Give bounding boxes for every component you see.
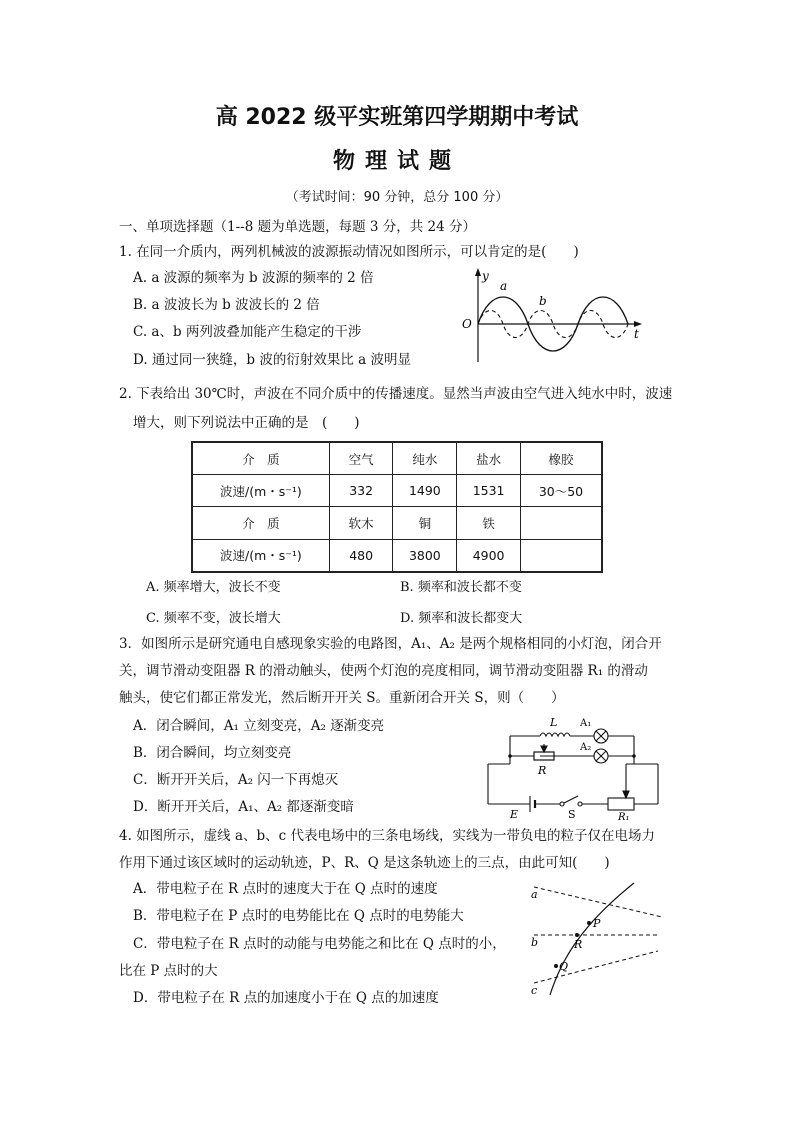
- q1-fig-y: y: [482, 269, 489, 283]
- q2-stem-line1: 2. 下表给出 30℃时，声波在不同介质中的传播速度。显然当声波由空气进入纯水中时，波速: [119, 386, 673, 402]
- table-cell: 波速/(m・s⁻¹): [192, 475, 329, 507]
- q2-option-b: B. 频率和波长都不变: [400, 580, 522, 595]
- table-cell: 空气: [329, 442, 393, 475]
- q3-fig-R1: R₁: [618, 812, 630, 822]
- q4-fig-R: R: [574, 938, 583, 951]
- q1-fig-b: b: [539, 294, 547, 308]
- table-cell: 纯水: [393, 442, 457, 475]
- table-row: [192, 507, 602, 539]
- q1-wave-figure: [460, 266, 650, 364]
- table-cell: 铁: [457, 507, 521, 539]
- table-cell: 介 质: [192, 507, 329, 539]
- q1-fig-t: t: [634, 327, 639, 341]
- q3-option-d: D．断开开关后，A₁、A₂ 都逐渐变暗: [133, 799, 354, 815]
- q4-fig-a: a: [531, 888, 538, 901]
- q3-fig-R: R: [538, 764, 547, 777]
- table-cell: 1531: [457, 475, 521, 507]
- q3-option-a: A．闭合瞬间，A₁ 立刻变亮，A₂ 逐渐变亮: [133, 718, 385, 734]
- table-cell: 1490: [393, 475, 457, 507]
- table-cell: 4900: [457, 539, 521, 572]
- exam-info: （考试时间：90 分钟，总分 100 分）: [285, 190, 509, 205]
- q3-circuit-figure: [482, 712, 666, 822]
- q4-stem-line1: 4. 如图所示，虚线 a、b、c 代表电场中的三条电场线，实线为一带负电的粒子仅在电场力: [119, 828, 656, 844]
- table-cell: 铜: [393, 507, 457, 539]
- section-heading: 一、单项选择题（1--8 题为单选题，每题 3 分，共 24 分）: [119, 219, 477, 235]
- q4-fig-b: b: [531, 936, 539, 949]
- table-cell: 软木: [329, 507, 393, 539]
- q3-option-b: B．闭合瞬间，均立刻变亮: [133, 745, 292, 761]
- table-cell: [520, 539, 602, 572]
- table-cell: 480: [329, 539, 393, 572]
- q4-fig-c: c: [531, 984, 538, 997]
- q3-stem-line1: 3．如图所示是研究通电自感现象实验的电路图，A₁、A₂ 是两个规格相同的小灯泡，闭合开: [119, 636, 662, 652]
- q4-option-a: A．带电粒子在 R 点时的速度大于在 Q 点时的速度: [133, 881, 438, 897]
- exam-title: 高 2022 级平实班第四学期期中考试: [215, 105, 579, 130]
- q1-option-d: D. 通过同一狭缝，b 波的衍射效果比 a 波明显: [133, 352, 411, 368]
- q2-option-a: A. 频率增大，波长不变: [146, 580, 281, 595]
- table-cell: 介 质: [192, 442, 329, 475]
- q2-option-d: D. 频率和波长都变大: [400, 611, 523, 626]
- table-cell: 波速/(m・s⁻¹): [192, 539, 329, 572]
- q1-fig-o: O: [462, 317, 472, 331]
- q3-stem-line2: 关，调节滑动变阻器 R 的滑动触头，使两个灯泡的亮度相同，调节滑动变阻器 R₁ 的滑动: [119, 663, 648, 679]
- q4-option-c-cont: 比在 P 点时的大: [119, 963, 218, 979]
- q1-option-a: A. a 波源的频率为 b 波源的频率的 2 倍: [133, 270, 374, 286]
- table-cell: 橡胶: [520, 442, 602, 475]
- q4-option-b: B．带电粒子在 P 点时的电势能比在 Q 点时的电势能大: [133, 908, 464, 924]
- table-row: [192, 442, 602, 475]
- q1-stem: 1. 在同一介质内，两列机械波的波源振动情况如图所示，可以肯定的是( ): [119, 244, 579, 260]
- table-row: [192, 475, 602, 507]
- q2-option-c: C. 频率不变，波长增大: [146, 611, 281, 626]
- table-cell: 332: [329, 475, 393, 507]
- q4-option-c: C．带电粒子在 R 点时的动能与电势能之和比在 Q 点时的小，: [133, 936, 506, 952]
- q3-fig-L: L: [550, 716, 558, 729]
- table-cell: 30～50: [520, 475, 602, 507]
- q4-fig-P: P: [593, 917, 601, 930]
- q3-fig-A1: A₁: [580, 718, 592, 729]
- q3-fig-S: S: [568, 808, 576, 821]
- q1-fig-a: a: [500, 279, 508, 293]
- q1-option-b: B. a 波波长为 b 波波长的 2 倍: [133, 297, 320, 313]
- q3-stem-line3: 触头，使它们都正常发光，然后断开开关 S。重新闭合开关 S，则（ ）: [119, 690, 565, 706]
- table-row: [192, 539, 602, 572]
- q3-fig-E: E: [510, 808, 519, 821]
- q3-fig-A2: A₂: [580, 742, 592, 753]
- subject-title: 物理试题: [332, 149, 461, 174]
- q4-field-figure: [522, 877, 668, 997]
- q4-option-d: D．带电粒子在 R 点的加速度小于在 Q 点的加速度: [133, 990, 439, 1006]
- q4-fig-Q: Q: [559, 960, 569, 973]
- q4-stem-line2: 作用下通过该区域时的运动轨迹，P、R、Q 是这条轨迹上的三点，由此可知( ): [119, 855, 610, 871]
- table-cell: 盐水: [457, 442, 521, 475]
- q2-stem-line2: 增大，则下列说法中正确的是 ( ): [133, 415, 360, 431]
- q1-option-c: C. a、b 两列波叠加能产生稳定的干涉: [133, 324, 362, 340]
- q3-option-c: C．断开开关后，A₂ 闪一下再熄灭: [133, 772, 339, 788]
- table-cell: [520, 507, 602, 539]
- table-cell: 3800: [393, 539, 457, 572]
- sound-speed-table: [191, 441, 603, 573]
